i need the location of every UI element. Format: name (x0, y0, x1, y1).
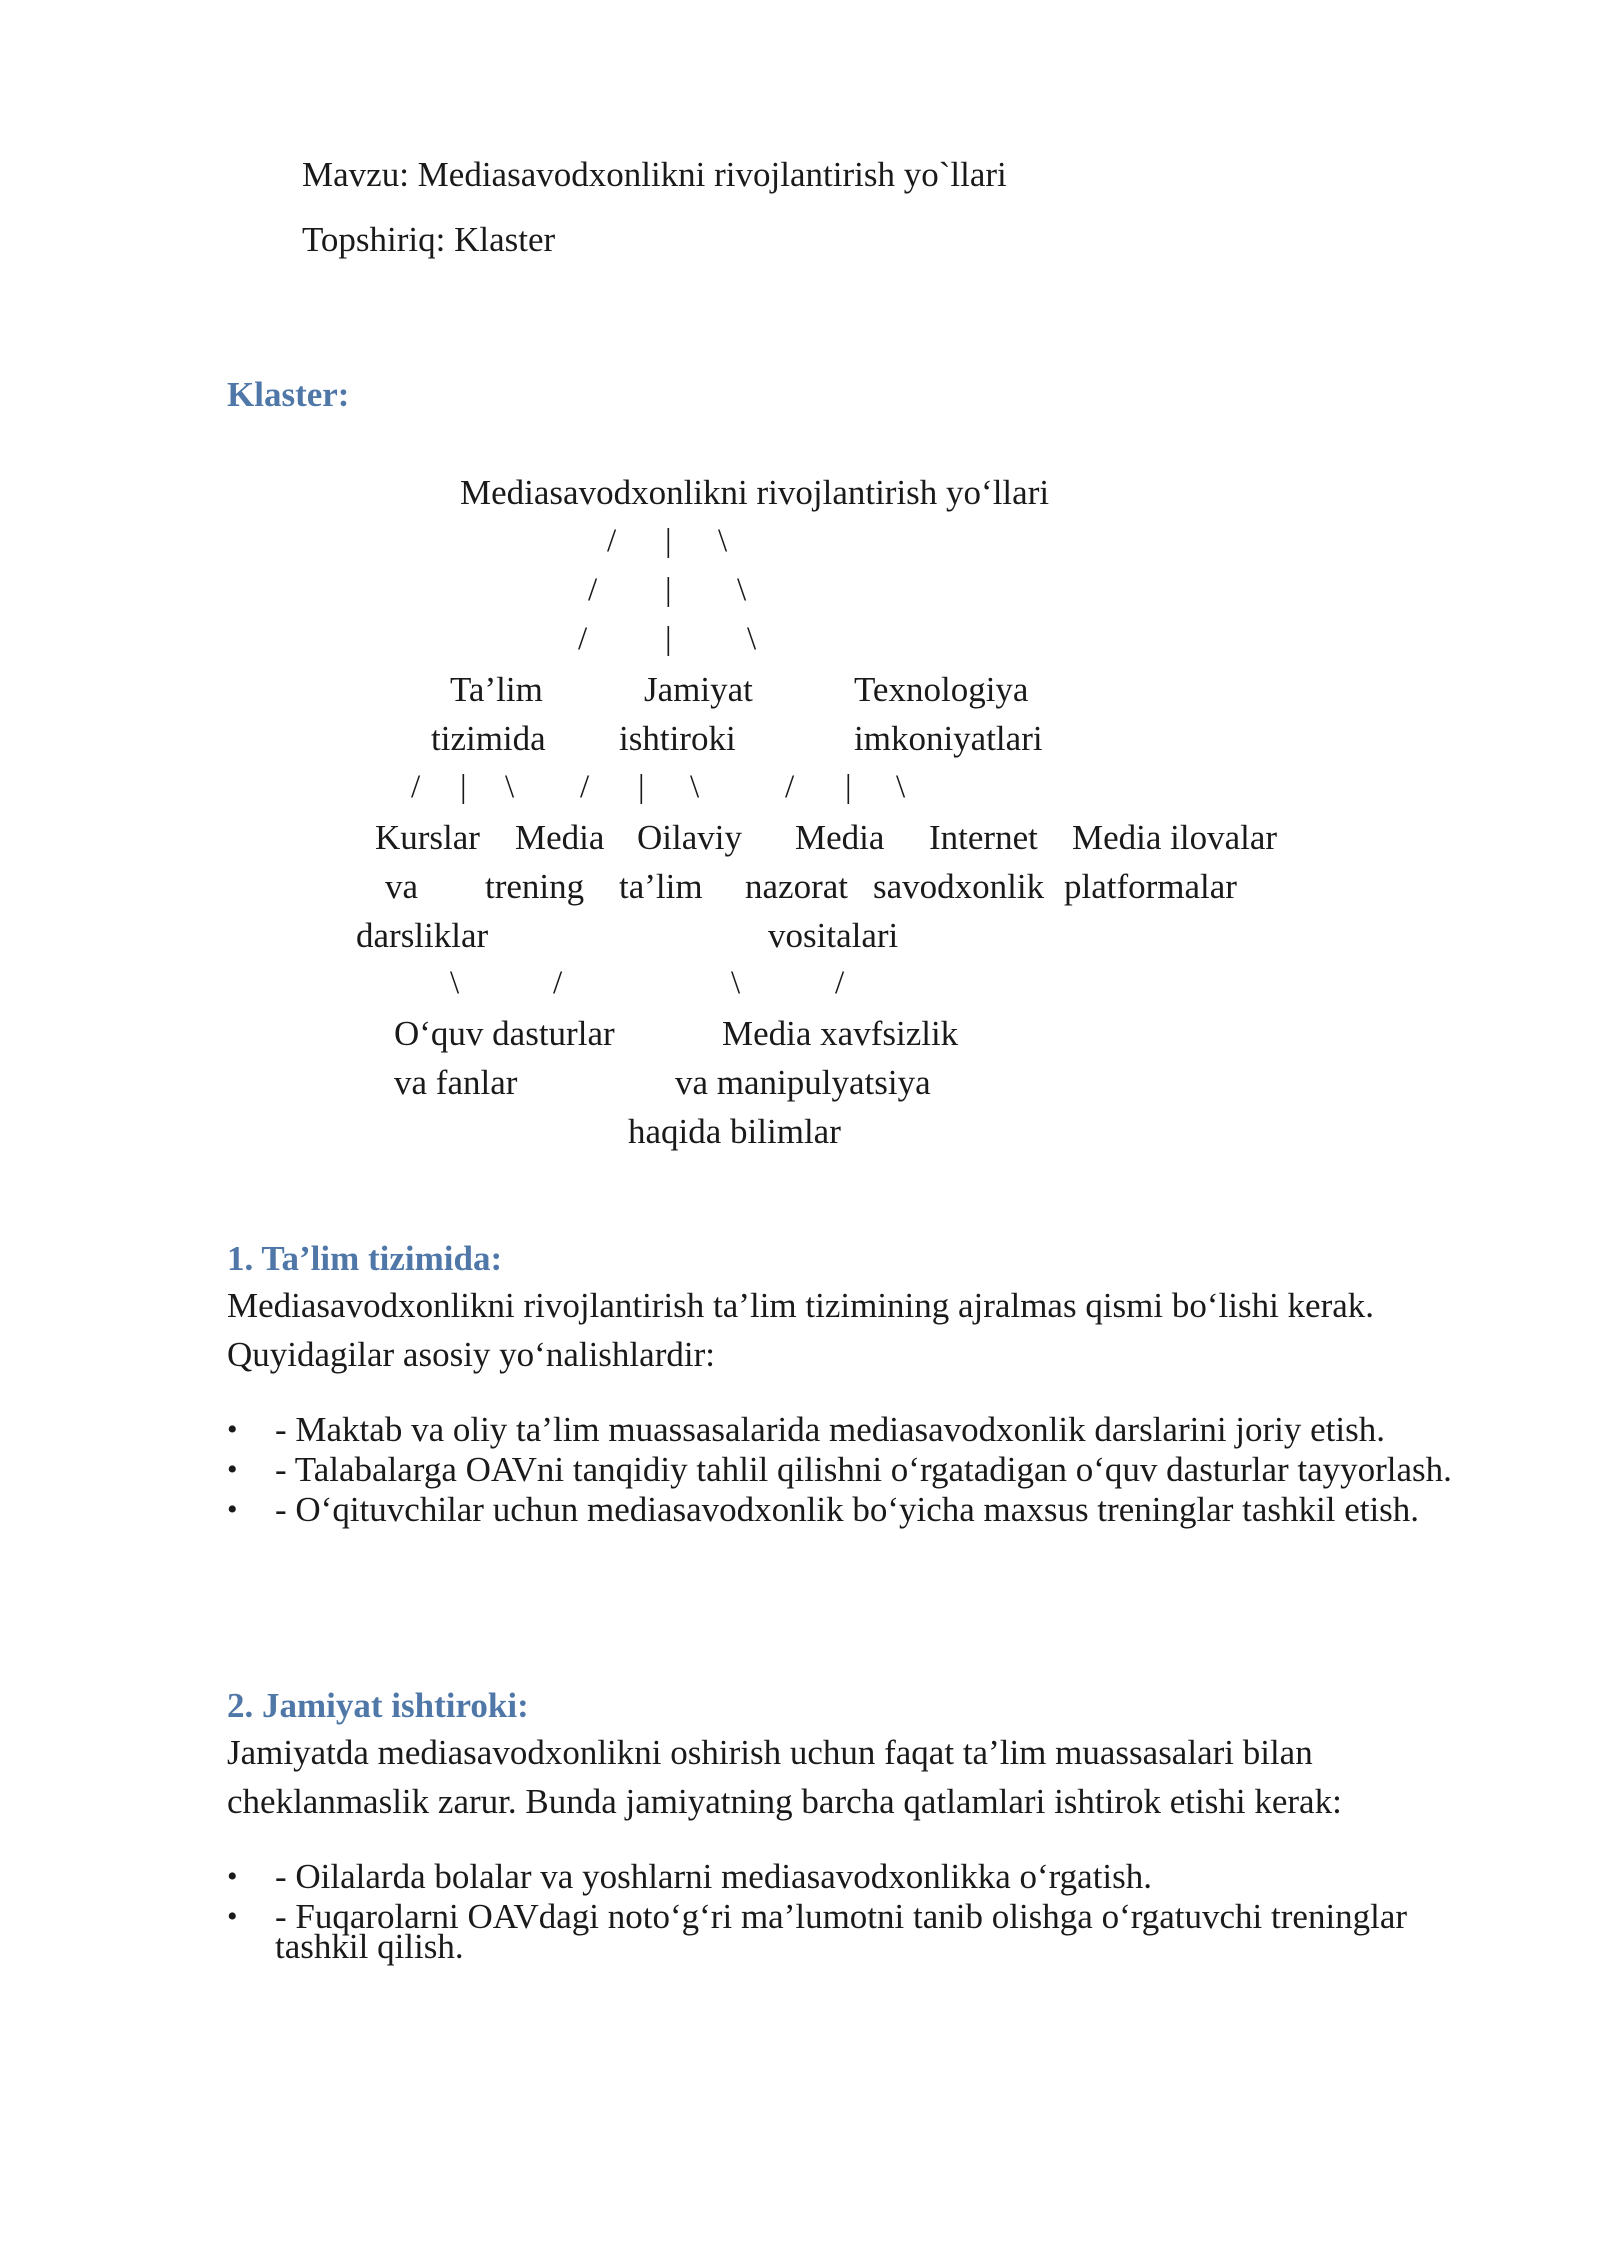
node-oquv-dasturlar-1: O‘quv dasturlar (394, 1014, 615, 1053)
node-media-nazorat-3: vositalari (768, 916, 899, 955)
node-kurslar-3: darsliklar (356, 916, 489, 955)
section2-title: 2. Jamiyat ishtiroki: (227, 1686, 529, 1725)
cluster-heading: Klaster: (227, 375, 350, 414)
section2-bullets (227, 1857, 1477, 1972)
list-item: • - Maktab va oliy ta’lim muassasalarida mediasavodxonlik darslarini joriy etish. (227, 1410, 1386, 1449)
section1-intro: Mediasavodxonlikni rivojlantirish ta’lim tizimining ajralmas qismi bo‘lishi kerak. Quyidagilar asosiy yo‘nalishlardir: (227, 1286, 1375, 1374)
node-media-nazorat-2: nazorat (745, 867, 848, 906)
section1-bullets (227, 1410, 1477, 1535)
bullet-icon: • (227, 1493, 238, 1526)
topic-line: Mavzu: Mediasavodxonlikni rivojlantirish yo`llari (302, 155, 1007, 194)
node-media-trening-1: Media (515, 818, 605, 857)
node-media-xavfsizlik-2: va manipulyatsiya (675, 1063, 931, 1102)
node-talim-tizimida-1: Ta’lim (450, 670, 543, 709)
node-media-xavfsizlik-1: Media xavfsizlik (722, 1014, 959, 1053)
node-media-nazorat-1: Media (795, 818, 885, 857)
node-kurslar-1: Kurslar (375, 818, 480, 857)
bullet-icon: • (227, 1900, 238, 1933)
node-oilaviy-2: ta’lim (619, 867, 703, 906)
node-texnologiya-1: Texnologiya (854, 670, 1029, 709)
node-texnologiya-2: imkoniyatlari (854, 719, 1043, 758)
node-media-xavfsizlik-3: haqida bilimlar (628, 1112, 841, 1151)
list-item: • - O‘qituvchilar uchun mediasavodxonlik bo‘yicha maxsus treninglar tashkil etish. (227, 1490, 1420, 1529)
node-internet-1: Internet (929, 818, 1038, 857)
node-kurslar-2: va (385, 867, 419, 906)
section2-intro: Jamiyatda mediasavodxonlikni oshirish uchun faqat ta’lim muassasalari bilan cheklanmaslik zarur. Bunda jamiyatning barcha qatlamlari ishtirok etishi kerak: (227, 1733, 1342, 1821)
node-jamiyat-ishtiroki-1: Jamiyat (644, 670, 753, 709)
list-item: • - Fuqarolarni OAVdagi noto‘g‘ri ma’lumotni tanib olishga o‘rgatuvchi treninglar tashkil qilish. (227, 1897, 1408, 1966)
node-media-ilovalar-2: platformalar (1064, 867, 1237, 906)
bullet-icon: • (227, 1860, 238, 1893)
bullet-icon: • (227, 1453, 238, 1486)
node-internet-2: savodxonlik (873, 867, 1045, 906)
list-item: • - Oilalarda bolalar va yoshlarni mediasavodxonlikka o‘rgatish. (227, 1857, 1153, 1896)
diagram-root: Mediasavodxonlikni rivojlantirish yo‘llari (460, 473, 1050, 512)
node-media-ilovalar-1: Media ilovalar (1072, 818, 1278, 857)
node-oquv-dasturlar-2: va fanlar (394, 1063, 518, 1102)
bullet-icon: • (227, 1413, 238, 1446)
task-line: Topshiriq: Klaster (302, 220, 556, 259)
list-item: • - Talabalarga OAVni tanqidiy tahlil qilishni o‘rgatadigan o‘quv dasturlar tayyorlash. (227, 1450, 1452, 1489)
node-talim-tizimida-2: tizimida (431, 719, 546, 758)
section1-title: 1. Ta’lim tizimida: (227, 1239, 503, 1278)
node-oilaviy-1: Oilaviy (637, 818, 742, 857)
node-jamiyat-ishtiroki-2: ishtiroki (619, 719, 736, 758)
node-media-trening-2: trening (485, 867, 585, 906)
